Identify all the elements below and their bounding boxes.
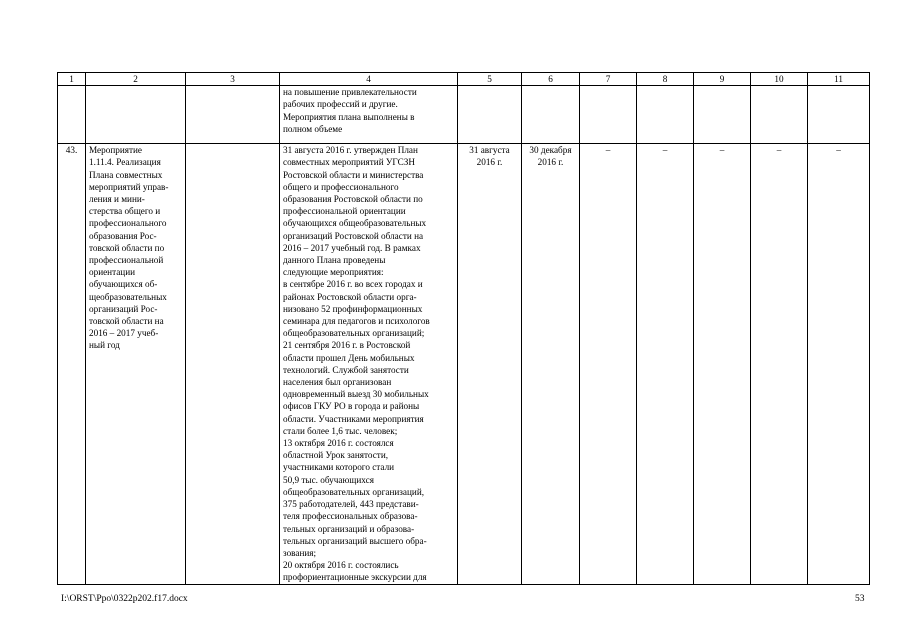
col11-value: – bbox=[808, 144, 870, 584]
header-cell-2: 2 bbox=[86, 73, 186, 86]
continued-cell-9 bbox=[694, 86, 751, 144]
result-text: 31 августа 2016 г. утвержден План совместных мероприятий УГСЗН Ростовской области и министерства общего и профессионального образования Ростовской области по профессиональной ориентации обучающихся общеобразовательных организаций Ростовской области на 2016 – 2017 учебный год. В рамках данного Плана проведены следующие мероприятия: в сентябре 2016 г. во всех городах и районах Ростовской области орга- низовано 52 профинформационных семинара для педагогов и психологов общеобразовательных организаций; 21 сентября 2016 г. в Ростовской области прошел День мобильных технологий. Службой занятости населения был организован одновременный выезд 30 мобильных офисов ГКУ РО в города и районы области. Участниками мероприятия стали более 1,6 тыс. человек; 13 октября 2016 г. состоялся областной Урок занятости, участниками которого стали 50,9 тыс. обучающихся общеобразовательных организаций, 375 работодателей, 443 представи- теля профессиональных образова- тельных организаций и образова- тельных организаций высшего обра- зования; 20 октября 2016 г. состоялись профориентационные экскурсии для bbox=[280, 144, 458, 584]
continued-cell-11 bbox=[808, 86, 870, 144]
col8-value: – bbox=[637, 144, 694, 584]
header-cell-4: 4 bbox=[280, 73, 458, 86]
footer-file-path: I:\ORST\Ppo\0322p202.f17.docx bbox=[61, 594, 188, 604]
col9-value: – bbox=[694, 144, 751, 584]
continued-cell-8 bbox=[637, 86, 694, 144]
header-cell-1: 1 bbox=[58, 73, 86, 86]
col7-value: – bbox=[580, 144, 637, 584]
measure-description: Мероприятие 1.11.4. Реализация Плана совместных мероприятий управ- ления и мини- стерства общего и профессионального образования Рос- товской области по профессиональной ориентации обучающихся об- щеобразовательных организаций Рос- товской области на 2016 – 2017 учеб- ный год bbox=[86, 144, 186, 584]
start-date: 31 августа 2016 г. bbox=[458, 144, 522, 584]
continued-cell-2 bbox=[86, 86, 186, 144]
continued-cell-1 bbox=[58, 86, 86, 144]
footer-page-number: 53 bbox=[855, 594, 865, 604]
column-number-header-row bbox=[58, 73, 870, 86]
header-cell-10: 10 bbox=[751, 73, 808, 86]
end-date: 30 декабря 2016 г. bbox=[522, 144, 580, 584]
header-cell-11: 11 bbox=[808, 73, 870, 86]
continued-cell-6 bbox=[522, 86, 580, 144]
row-number: 43. bbox=[58, 144, 86, 584]
table-row-43 bbox=[58, 144, 870, 584]
continued-cell-10 bbox=[751, 86, 808, 144]
col10-value: – bbox=[751, 144, 808, 584]
header-cell-3: 3 bbox=[186, 73, 280, 86]
report-table bbox=[57, 72, 870, 585]
responsible-cell bbox=[186, 144, 280, 584]
header-cell-6: 6 bbox=[522, 73, 580, 86]
continued-cell-7 bbox=[580, 86, 637, 144]
header-cell-8: 8 bbox=[637, 73, 694, 86]
continued-result-text: на повышение привлекательности рабочих профессий и другие. Мероприятия плана выполнены в полном объеме bbox=[280, 86, 458, 144]
header-cell-5: 5 bbox=[458, 73, 522, 86]
continued-row bbox=[58, 86, 870, 144]
continued-cell-3 bbox=[186, 86, 280, 144]
continued-cell-5 bbox=[458, 86, 522, 144]
header-cell-7: 7 bbox=[580, 73, 637, 86]
header-cell-9: 9 bbox=[694, 73, 751, 86]
